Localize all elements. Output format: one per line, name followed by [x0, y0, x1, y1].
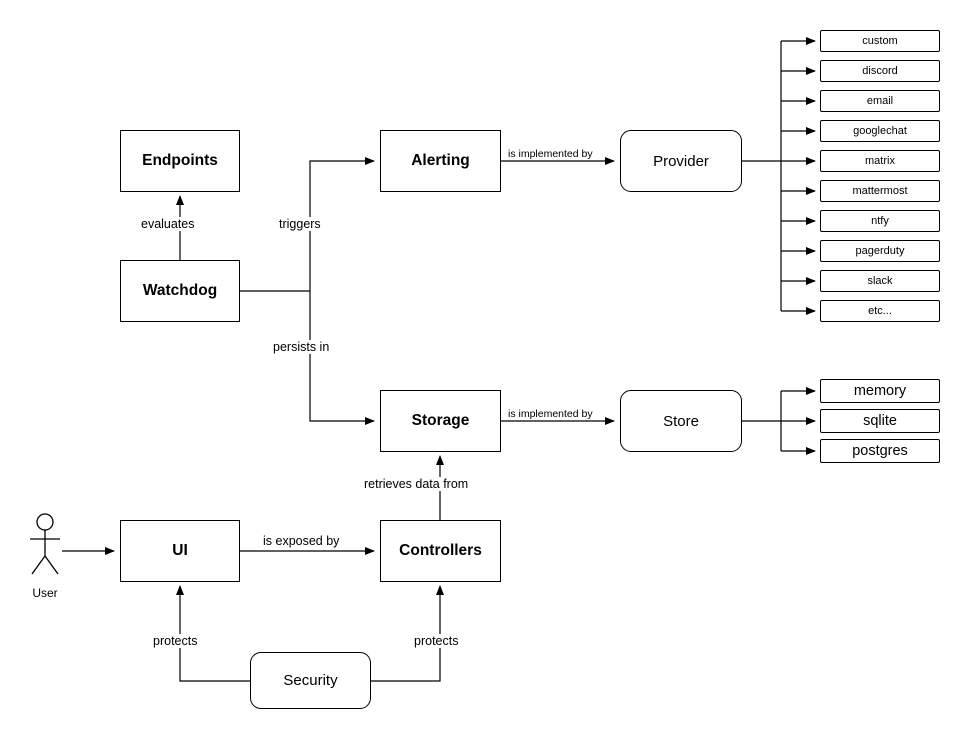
edge-label-triggers: triggers [279, 217, 321, 231]
provider-item-etc[interactable]: etc... [820, 300, 940, 322]
provider-item-slack[interactable]: slack [820, 270, 940, 292]
node-controllers[interactable]: Controllers [380, 520, 501, 582]
edge-label-retrieves-data-from: retrieves data from [364, 477, 469, 491]
provider-item-googlechat[interactable]: googlechat [820, 120, 940, 142]
store-item-memory[interactable]: memory [820, 379, 940, 403]
edge-label-protects-ui: protects [153, 634, 198, 648]
node-watchdog[interactable]: Watchdog [120, 260, 240, 322]
node-endpoints[interactable]: Endpoints [120, 130, 240, 192]
provider-item-discord[interactable]: discord [820, 60, 940, 82]
provider-item-email[interactable]: email [820, 90, 940, 112]
edge-label-persists-in: persists in [273, 340, 330, 354]
edge-label-storage-implemented-by: is implemented by [508, 408, 593, 420]
provider-item-mattermost[interactable]: mattermost [820, 180, 940, 202]
store-item-sqlite[interactable]: sqlite [820, 409, 940, 433]
edge-label-is-exposed-by: is exposed by [263, 534, 340, 548]
node-provider[interactable]: Provider [620, 130, 742, 192]
stick-figure-icon [24, 512, 66, 582]
node-ui[interactable]: UI [120, 520, 240, 582]
store-item-postgres[interactable]: postgres [820, 439, 940, 463]
edge-label-evaluates: evaluates [141, 217, 195, 231]
actor-label-user: User [32, 586, 58, 600]
provider-item-matrix[interactable]: matrix [820, 150, 940, 172]
node-storage[interactable]: Storage [380, 390, 501, 452]
provider-item-pagerduty[interactable]: pagerduty [820, 240, 940, 262]
edge-label-alerting-implemented-by: is implemented by [508, 148, 593, 160]
node-security[interactable]: Security [250, 652, 371, 709]
node-alerting[interactable]: Alerting [380, 130, 501, 192]
provider-item-ntfy[interactable]: ntfy [820, 210, 940, 232]
edge-label-protects-controllers: protects [414, 634, 459, 648]
node-store[interactable]: Store [620, 390, 742, 452]
provider-item-custom[interactable]: custom [820, 30, 940, 52]
